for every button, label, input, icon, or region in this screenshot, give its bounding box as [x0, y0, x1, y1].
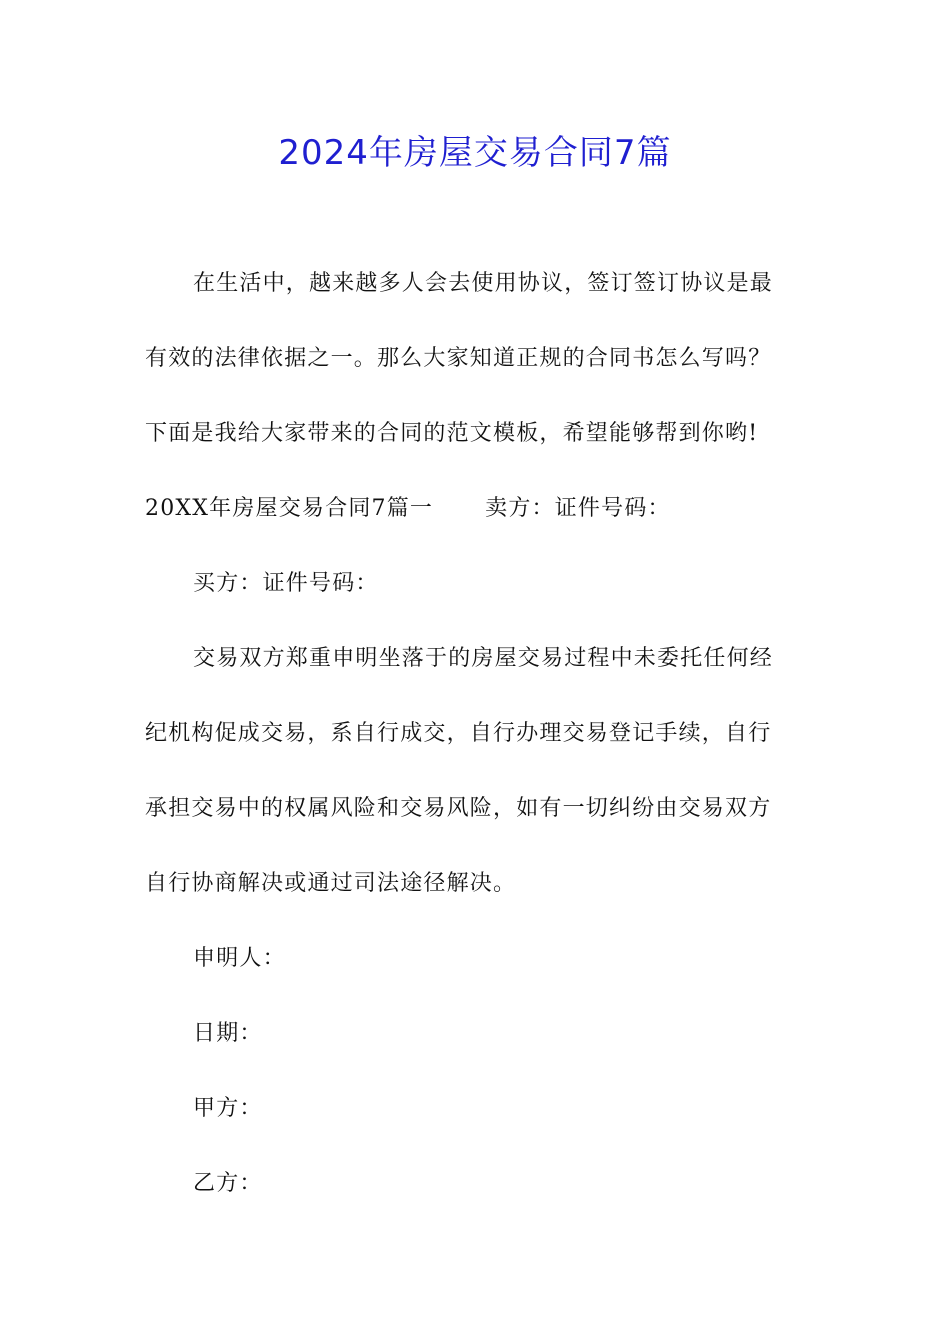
declaration-line-4: 自行协商解决或通过司法途径解决。: [145, 871, 517, 896]
section-heading-line: [145, 491, 810, 527]
party-a-field: 甲方：: [193, 1096, 263, 1121]
section-heading: 20XX年房屋交易合同7篇一: [145, 496, 434, 521]
declaration-line-1: 交易双方郑重申明坐落于的房屋交易过程中未委托任何经: [193, 646, 774, 671]
document-title: 2024年房屋交易合同7篇: [278, 133, 672, 173]
declaration-line-3: 承担交易中的权属风险和交易风险，如有一切纠纷由交易双方: [145, 796, 772, 821]
intro-line-2: 有效的法律依据之一。那么大家知道正规的合同书怎么写吗？: [145, 346, 772, 371]
intro-line-1: 在生活中，越来越多人会去使用协议，签订签订协议是最: [193, 271, 774, 296]
buyer-field: 买方：证件号码：: [193, 571, 379, 596]
intro-line-3: 下面是我给大家带来的合同的范文模板，希望能够帮到你哟!: [145, 421, 759, 446]
seller-field: 卖方：证件号码：: [485, 496, 671, 521]
date-field: 日期：: [193, 1021, 263, 1046]
party-b-field: 乙方：: [193, 1171, 263, 1196]
declaration-line-2: 纪机构促成交易，系自行成交，自行办理交易登记手续，自行: [145, 721, 772, 746]
declarant-field: 申明人：: [193, 946, 286, 971]
